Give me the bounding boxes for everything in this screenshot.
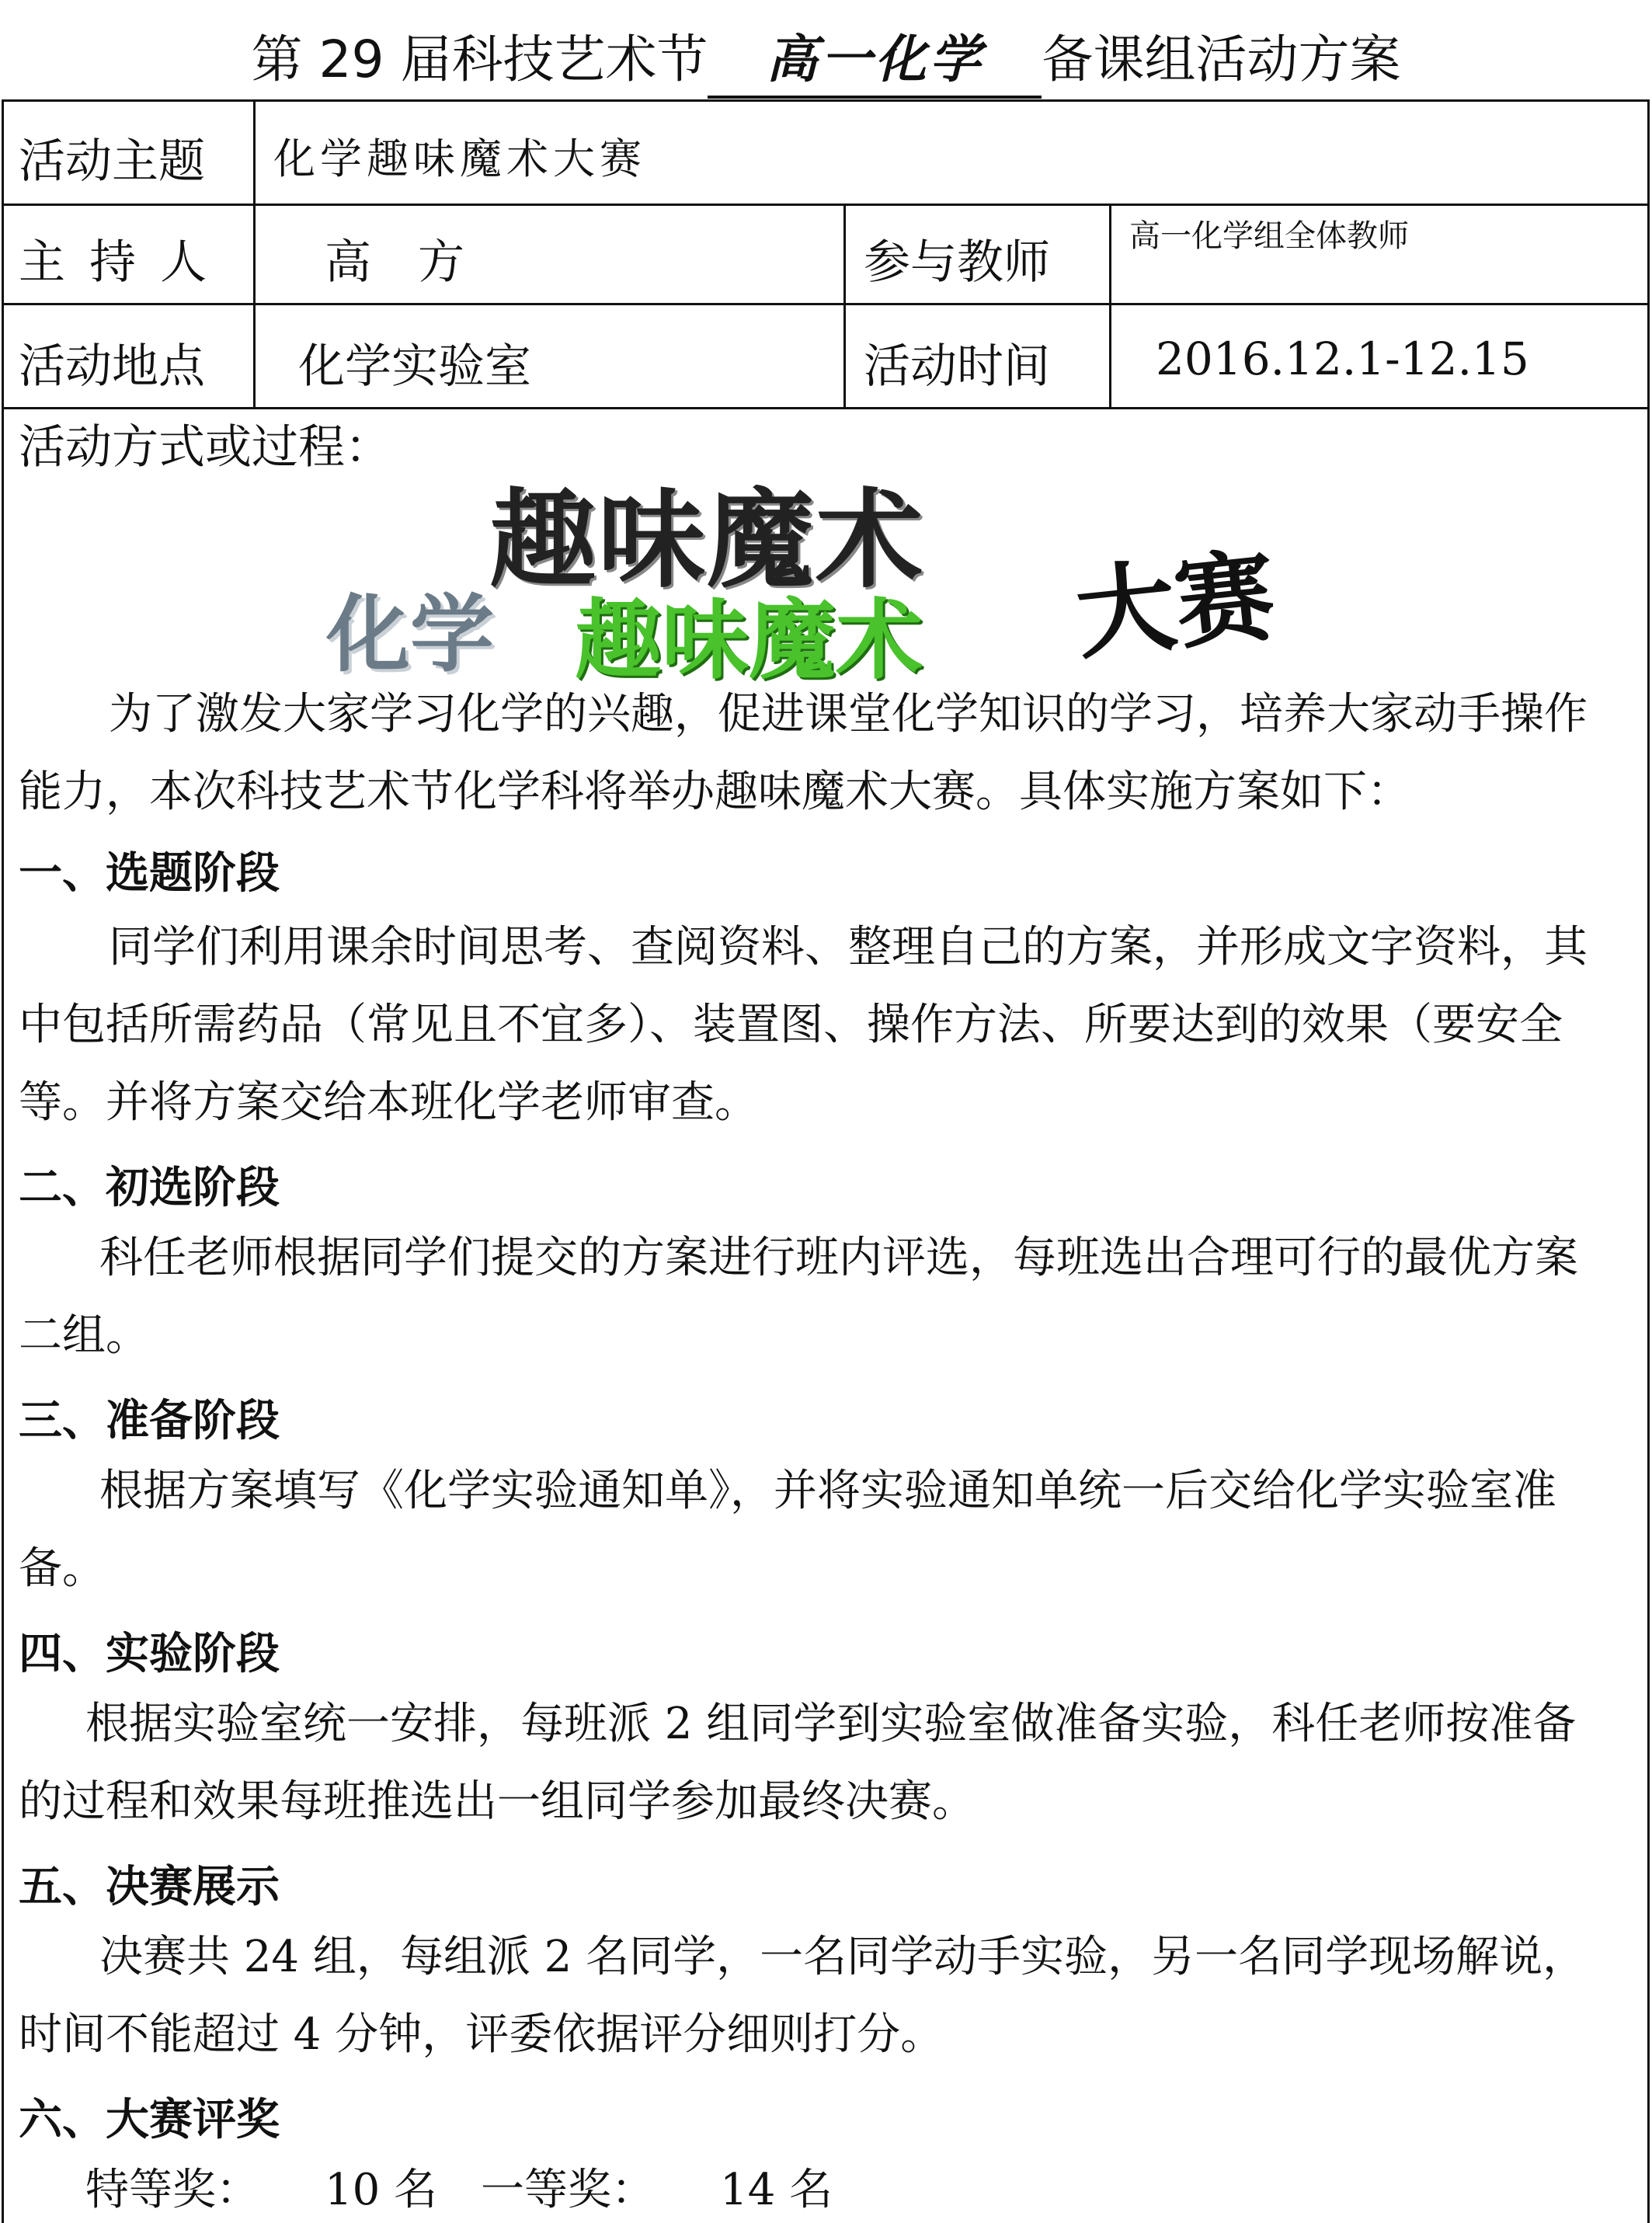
teachers-label: 参与教师	[864, 235, 1050, 290]
title-suffix: 备课组活动方案	[1042, 30, 1401, 89]
section-3-line: 根据方案填写《化学实验通知单》，并将实验通知单统一后交给化学实验室准	[99, 1466, 1556, 1516]
theme-value: 化学趣味魔术大赛	[273, 134, 646, 183]
table-divider	[2, 407, 1650, 409]
section-4-line: 根据实验室统一安排，每班派 2 组同学到实验室做准备实验，科任老师按准备	[85, 1699, 1577, 1749]
table-divider	[843, 204, 846, 407]
section-1-line: 等。并将方案交给本班化学老师审查。	[19, 1077, 758, 1128]
section-2-line: 科任老师根据同学们提交的方案进行班内评选，每班选出合理可行的最优方案	[99, 1233, 1578, 1283]
host-value: 高 方	[325, 235, 464, 290]
section-3-title: 三、准备阶段	[19, 1396, 280, 1446]
section-4-line: 的过程和效果每班推选出一组同学参加最终决赛。	[19, 1776, 976, 1827]
intro-line-2: 能力，本次科技艺术节化学科将举办趣味魔术大赛。具体实施方案如下：	[19, 767, 1410, 817]
table-divider	[253, 99, 256, 407]
section-5-line: 时间不能超过 4 分钟，评委依据评分细则打分。	[19, 2009, 944, 2060]
section-5-line: 决赛共 24 组，每组派 2 名同学，一名同学动手实验，另一名同学现场解说，	[99, 1932, 1587, 1982]
document-title	[0, 17, 1652, 103]
process-label: 活动方式或过程：	[19, 420, 391, 475]
banner-magic-green: 趣味魔术	[575, 590, 923, 691]
section-1-title: 一、选题阶段	[19, 848, 280, 899]
section-6-line: 特等奖： 10 名 一等奖： 14 名	[85, 2165, 833, 2215]
section-1-line: 中包括所需药品（常见且不宜多）、装置图、操作方法、所要达到的效果（要安全	[19, 1000, 1563, 1050]
time-label: 活动时间	[864, 339, 1050, 394]
banner-contest: 大赛	[1070, 537, 1281, 674]
theme-label: 活动主题	[19, 134, 205, 189]
section-2-title: 二、初选阶段	[19, 1163, 280, 1213]
section-2-line: 二组。	[19, 1310, 149, 1361]
section-6-title: 六、大赛评奖	[19, 2095, 280, 2145]
table-divider	[2, 204, 1650, 206]
table-divider	[1109, 204, 1111, 407]
section-4-title: 四、实验阶段	[19, 1629, 280, 1679]
host-label: 主 持 人	[19, 235, 212, 290]
table-divider	[2, 303, 1650, 305]
time-value: 2016.12.1-12.15	[1156, 332, 1529, 385]
intro-line-1: 为了激发大家学习化学的兴趣，促进课堂化学知识的学习，培养大家动手操作	[109, 689, 1588, 739]
banner-chemistry: 化学	[326, 586, 495, 684]
location-value: 化学实验室	[298, 339, 531, 394]
section-3-line: 备。	[19, 1543, 106, 1594]
teachers-value: 高一化学组全体教师	[1129, 218, 1409, 254]
section-1-line: 同学们利用课余时间思考、查阅资料、整理自己的方案，并形成文字资料，其	[109, 922, 1588, 972]
title-prefix: 第 29 届科技艺术节	[251, 30, 708, 89]
title-group-name: 高一化学	[708, 24, 1042, 99]
location-label: 活动地点	[19, 339, 205, 394]
banner-title-top: 趣味魔术	[489, 476, 925, 603]
section-5-title: 五、决赛展示	[19, 1862, 280, 1912]
